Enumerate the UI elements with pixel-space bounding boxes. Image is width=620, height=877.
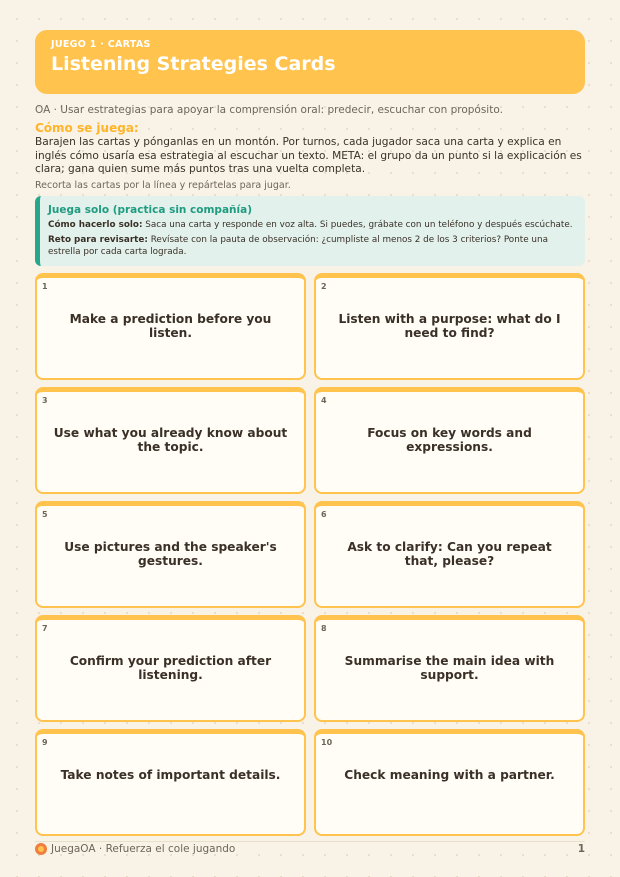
- card-number: 1: [42, 282, 48, 291]
- strategy-card: [314, 387, 585, 494]
- solo-check-label: Reto para revisarte:: [48, 235, 148, 245]
- card-text: Focus on key words and expressions.: [367, 426, 532, 454]
- card-text: Use pictures and the speaker's gestures.: [64, 540, 277, 568]
- card-text: Listen with a purpose: what do I need to find?: [338, 312, 561, 340]
- solo-play-box: [35, 196, 585, 266]
- card-number: 3: [42, 396, 48, 405]
- cut-note: Recorta las cartas por la línea y repártelas para jugar.: [35, 180, 291, 191]
- card-number: 2: [321, 282, 327, 291]
- page-number: 1: [577, 843, 585, 855]
- solo-how-text: Saca una carta y responde en voz alta. Si puedes, grábate con un teléfono y después escúchate.: [145, 220, 573, 230]
- strategy-card: [314, 273, 585, 380]
- solo-how-label: Cómo hacerlo solo:: [48, 220, 143, 230]
- card-number: 9: [42, 738, 48, 747]
- strategy-card: [314, 729, 585, 836]
- card-number: 6: [321, 510, 327, 519]
- solo-check-line: [48, 234, 575, 258]
- card-text: Make a prediction before you listen.: [69, 312, 272, 340]
- how-to-play-title: Cómo se juega:: [35, 121, 139, 135]
- brand-logo-icon: [35, 843, 47, 855]
- card-text: Summarise the main idea with support.: [344, 654, 555, 682]
- footer-brand: JuegaOA · Refuerza el cole jugando: [51, 843, 236, 855]
- card-number: 7: [42, 624, 48, 633]
- footer-divider: [35, 841, 585, 842]
- page-title: Listening Strategies Cards: [51, 53, 336, 75]
- strategy-card: [35, 387, 306, 494]
- card-text: Confirm your prediction after listening.: [69, 654, 272, 682]
- page-footer: [35, 843, 585, 857]
- strategy-card: [314, 615, 585, 722]
- card-text: Take notes of important details.: [60, 768, 281, 782]
- strategy-card: [35, 501, 306, 608]
- solo-how-line: [48, 219, 575, 231]
- solo-check-text: Revísate con la pauta de observación: ¿cumpliste al menos 2 de los 3 criterios? Ponte una estrella por cada carta lograda.: [48, 235, 548, 257]
- card-number: 8: [321, 624, 327, 633]
- learning-objective: OA · Usar estrategias para apoyar la comprensión oral: predecir, escuchar con propósito.: [35, 104, 503, 116]
- page-header: [35, 30, 585, 94]
- strategy-card: [35, 273, 306, 380]
- strategy-card: [35, 615, 306, 722]
- card-text: Use what you already know about the topic.: [53, 426, 288, 454]
- card-number: 10: [321, 738, 333, 747]
- card-number: 4: [321, 396, 327, 405]
- game-eyebrow: JUEGO 1 · CARTAS: [51, 39, 151, 50]
- card-number: 5: [42, 510, 48, 519]
- how-to-play-text: Barajen las cartas y pónganlas en un montón. Por turnos, cada jugador saca una carta y explica en inglés cómo usaría esa estrategia al escuchar un texto. META: el grupo da un punto si la explicación es clara; gana quien sume más puntos tras una vuelta completa.: [35, 136, 582, 175]
- strategy-card: [314, 501, 585, 608]
- solo-title: Juega solo (practica sin compañía): [48, 204, 252, 216]
- card-text: Ask to clarify: Can you repeat that, please?: [347, 540, 552, 568]
- strategy-card: [35, 729, 306, 836]
- card-text: Check meaning with a partner.: [344, 768, 555, 782]
